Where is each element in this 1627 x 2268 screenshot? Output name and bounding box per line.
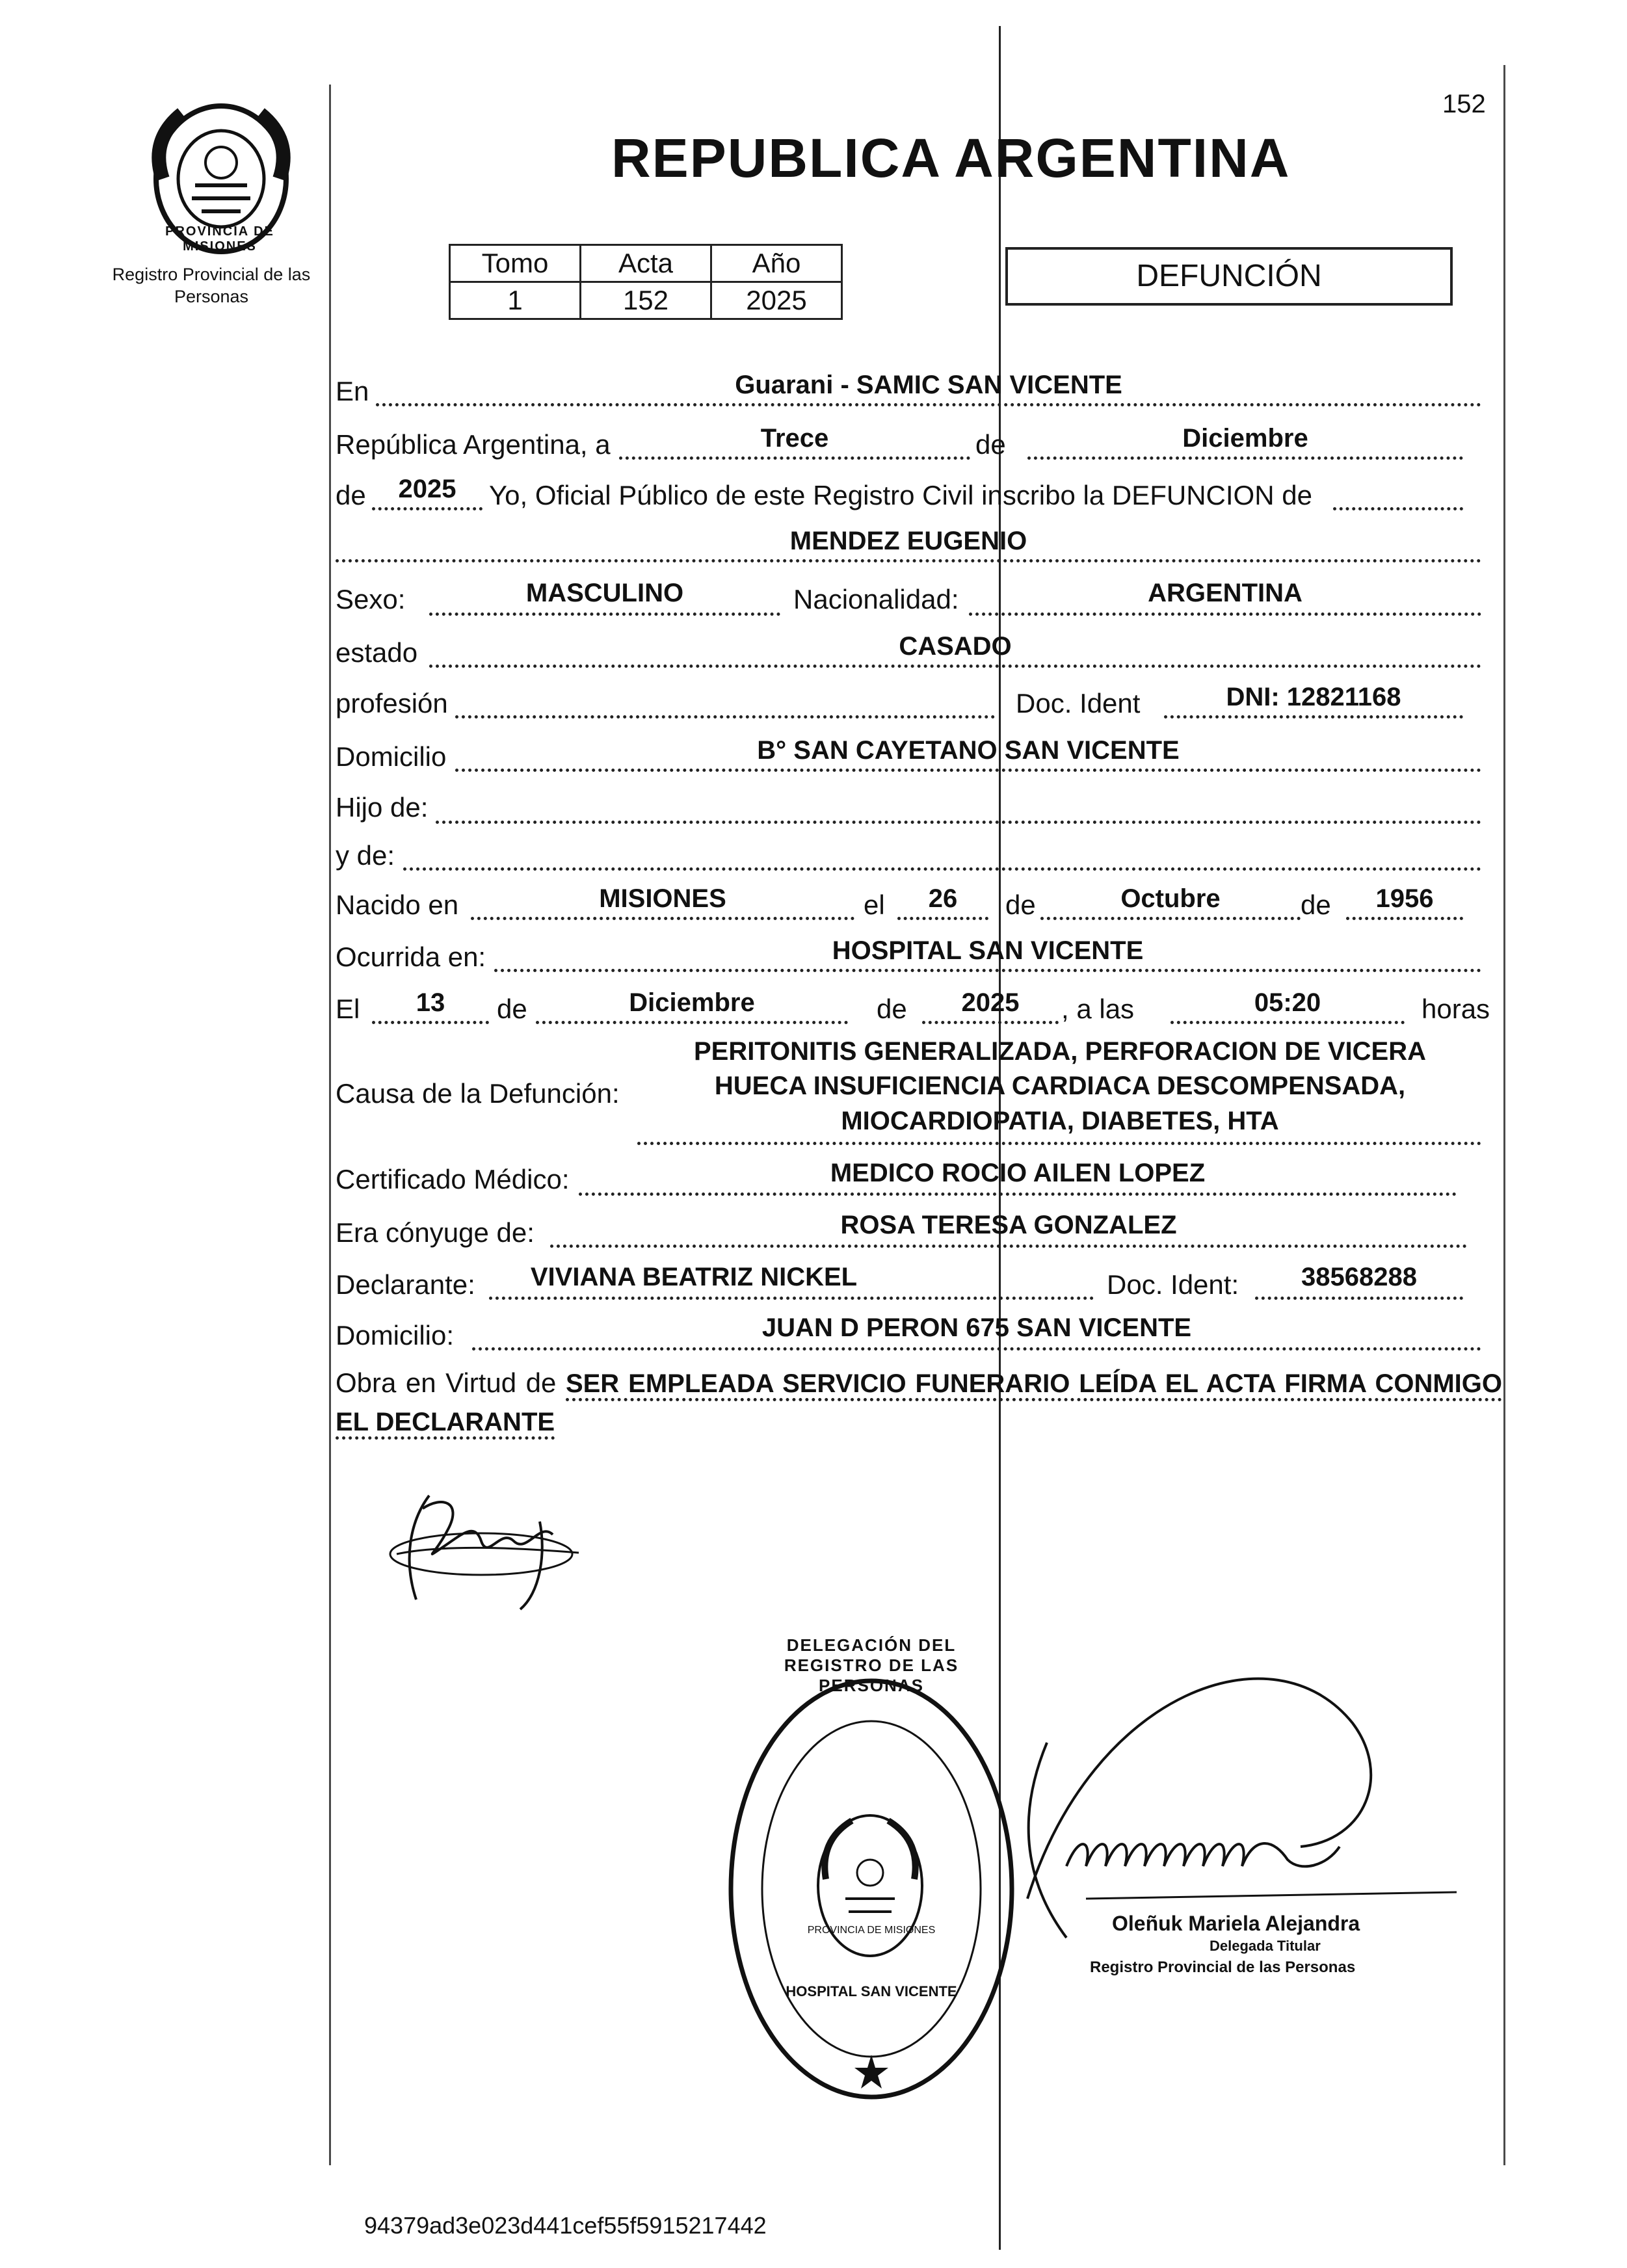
declarant-label: Declarante: xyxy=(336,1269,475,1300)
child-of-label: Hijo de: xyxy=(336,792,429,823)
obra-paragraph xyxy=(336,1364,1502,1441)
civil-status-value: CASADO xyxy=(899,632,1012,661)
obra-text: SER EMPLEADA SERVICIO FUNERARIO LEÍDA EL ACTA FIRMA CONMIGO EL DECLARANTE xyxy=(336,1369,1502,1440)
official-institution: Registro Provincial de las Personas xyxy=(1090,1958,1356,1976)
dots xyxy=(1255,1297,1463,1300)
declarant-address-label: Domicilio: xyxy=(336,1320,455,1351)
stamp-inner-text: HOSPITAL SAN VICENTE xyxy=(786,1983,957,1999)
dots xyxy=(336,559,1481,562)
left-margin-line xyxy=(329,85,331,2165)
address-value: B° SAN CAYETANO SAN VICENTE xyxy=(757,736,1180,765)
death-day-value: 13 xyxy=(416,988,445,1017)
dots xyxy=(637,1142,1481,1145)
birth-place-value: MISIONES xyxy=(599,884,726,913)
year-value: 2025 xyxy=(398,475,456,503)
hours-label: horas xyxy=(1422,994,1490,1024)
dots xyxy=(429,665,1481,668)
death-year-value: 2025 xyxy=(961,988,1020,1017)
officer-statement: Yo, Oficial Público de este Registro Civil inscribo la DEFUNCION de xyxy=(489,480,1312,510)
dots xyxy=(1027,456,1463,460)
anio-header: Año xyxy=(711,245,842,282)
nationality-value: ARGENTINA xyxy=(1148,579,1303,607)
dots xyxy=(579,1193,1457,1196)
deceased-name-value: MENDEZ EUGENIO xyxy=(789,527,1027,555)
country-title: REPUBLICA ARGENTINA xyxy=(611,127,1291,189)
cause-line-2: HUECA INSUFICIENCIA CARDIACA DESCOMPENSADA, xyxy=(714,1072,1406,1100)
record-table xyxy=(449,244,843,320)
dots xyxy=(1164,715,1463,719)
de-death-year-label: de xyxy=(877,994,907,1024)
dots xyxy=(550,1245,1467,1248)
dots xyxy=(472,1347,1481,1351)
de-birth-year-label: de xyxy=(1301,890,1331,920)
dots xyxy=(489,1297,1094,1300)
birth-year-value: 1956 xyxy=(1375,884,1434,913)
dots xyxy=(372,1021,489,1024)
acta-header: Acta xyxy=(581,245,711,282)
republic-label: República Argentina, a xyxy=(336,429,611,460)
certificate-value: MEDICO ROCIO AILEN LOPEZ xyxy=(830,1159,1206,1187)
nationality-label: Nacionalidad: xyxy=(793,584,959,614)
de-month-label: de xyxy=(1005,890,1036,920)
address-label: Domicilio xyxy=(336,741,447,772)
official-name: Oleñuk Mariela Alejandra xyxy=(1112,1912,1360,1935)
page-number: 152 xyxy=(1442,90,1486,118)
stamp-center-text: PROVINCIA DE MISIONES xyxy=(807,1925,936,1936)
stamp-outer-text: DELEGACIÓN DEL REGISTRO DE LAS PERSONAS xyxy=(784,1635,959,1695)
dots xyxy=(436,821,1481,824)
cause-line-1: PERITONITIS GENERALIZADA, PERFORACION DE VICERA xyxy=(693,1037,1426,1066)
dots xyxy=(619,456,970,460)
place-value: Guarani - SAMIC SAN VICENTE xyxy=(735,371,1122,399)
birth-month-value: Octubre xyxy=(1120,884,1221,913)
dots xyxy=(1333,507,1463,510)
civil-status-label: estado xyxy=(336,637,418,668)
death-el-label: El xyxy=(336,994,360,1024)
official-role: Delegada Titular xyxy=(1210,1938,1321,1954)
sex-label: Sexo: xyxy=(336,584,406,614)
born-in-label: Nacido en xyxy=(336,890,459,920)
el-label: el xyxy=(864,890,885,920)
declarant-doc-label: Doc. Ident: xyxy=(1107,1269,1239,1300)
acta-value: 152 xyxy=(581,282,711,319)
dots xyxy=(1171,1021,1405,1024)
and-of-label: y de: xyxy=(336,840,395,871)
document-hash: 94379ad3e023d441cef55f5915217442 xyxy=(364,2212,767,2239)
death-month-value: Diciembre xyxy=(629,988,755,1017)
dots xyxy=(1040,917,1301,920)
declarant-signature xyxy=(384,1483,598,1619)
tomo-header: Tomo xyxy=(450,245,581,282)
dots xyxy=(969,613,1481,616)
obra-label: Obra en Virtud de xyxy=(336,1367,557,1398)
month-text-value: Diciembre xyxy=(1182,424,1308,453)
registry-name: Registro Provincial de las Personas xyxy=(112,265,311,306)
birth-day-value: 26 xyxy=(928,884,958,913)
profession-label: profesión xyxy=(336,688,448,719)
declarant-doc-value: 38568288 xyxy=(1301,1263,1417,1291)
occurred-label: Ocurrida en: xyxy=(336,942,486,972)
declarant-address-value: JUAN D PERON 675 SAN VICENTE xyxy=(761,1313,1192,1342)
spouse-label: Era cónyuge de: xyxy=(336,1217,535,1248)
dots xyxy=(1346,917,1463,920)
anio-value: 2025 xyxy=(711,282,842,319)
de-label: de xyxy=(975,429,1006,460)
dots xyxy=(376,403,1481,406)
death-time-value: 05:20 xyxy=(1254,988,1321,1017)
record-type-box: DEFUNCIÓN xyxy=(1005,247,1453,306)
dots xyxy=(471,917,854,920)
en-label: En xyxy=(336,376,369,406)
sex-value: MASCULINO xyxy=(525,579,684,607)
tomo-value: 1 xyxy=(450,282,581,319)
day-text-value: Trece xyxy=(760,424,829,453)
dots xyxy=(429,613,780,616)
dots xyxy=(494,969,1481,972)
dots xyxy=(372,507,483,510)
spouse-value: ROSA TERESA GONZALEZ xyxy=(840,1211,1177,1239)
dots xyxy=(403,867,1481,871)
dots xyxy=(455,715,995,719)
de-year-label: de xyxy=(336,480,366,510)
at-label: , a las xyxy=(1061,994,1135,1024)
official-stamp xyxy=(722,1665,1021,2113)
cause-line-3: MIOCARDIOPATIA, DIABETES, HTA xyxy=(841,1107,1279,1135)
dots xyxy=(536,1021,848,1024)
occurred-in-value: HOSPITAL SAN VICENTE xyxy=(832,936,1144,965)
dots xyxy=(897,917,988,920)
doc-label: Doc. Ident xyxy=(1016,688,1141,719)
cause-label: Causa de la Defunción: xyxy=(336,1078,620,1109)
logo-text: PROVINCIA DE MISIONES xyxy=(165,224,274,254)
declarant-value: VIVIANA BEATRIZ NICKEL xyxy=(530,1263,858,1291)
right-margin-line xyxy=(1503,65,1505,2165)
dots xyxy=(922,1021,1059,1024)
de-death-month-label: de xyxy=(497,994,527,1024)
certificate-label: Certificado Médico: xyxy=(336,1164,570,1194)
dots xyxy=(455,769,1481,772)
doc-id-value: DNI: 12821168 xyxy=(1226,683,1401,711)
